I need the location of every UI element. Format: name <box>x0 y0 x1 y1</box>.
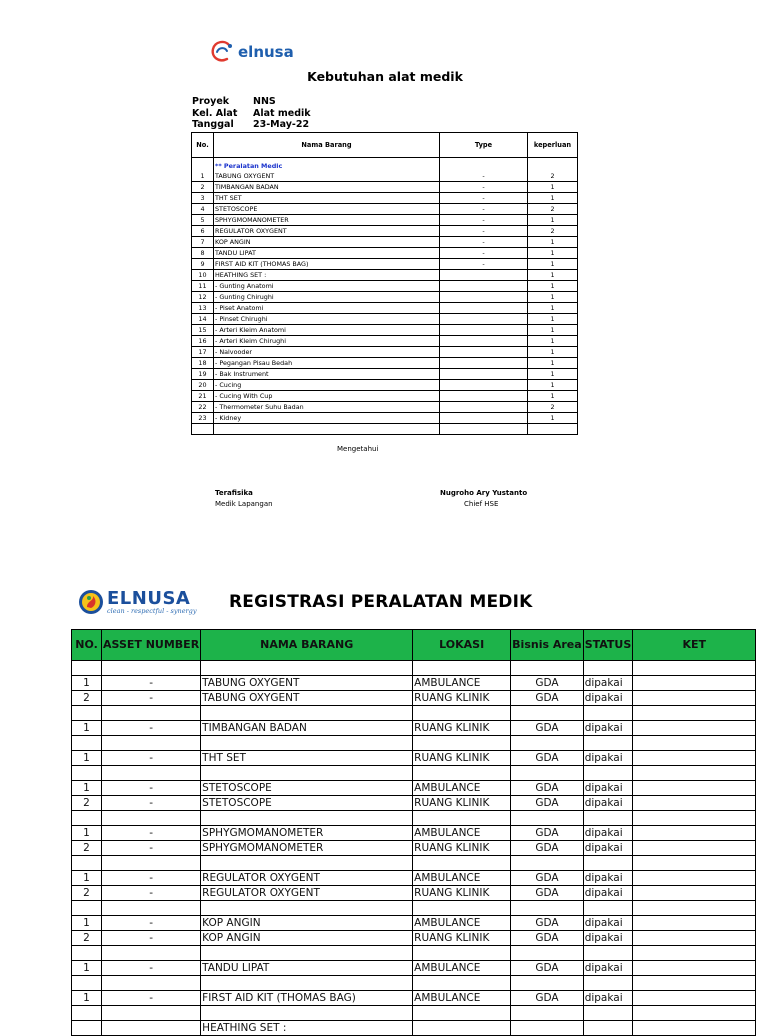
item-type <box>440 325 528 336</box>
item-type: - <box>440 259 528 270</box>
table-row <box>192 402 578 413</box>
document-meta <box>192 96 311 131</box>
table-row <box>192 292 578 303</box>
header-type: Type <box>440 133 528 158</box>
section-row <box>192 162 578 171</box>
meta-key: Proyek <box>192 96 230 107</box>
item-no: 17 <box>192 347 214 358</box>
item-no: 1 <box>72 781 102 796</box>
header-bisnis-area: Bisnis Area <box>511 630 584 661</box>
item-location: RUANG KLINIK <box>413 721 511 736</box>
table-header-row <box>72 630 756 661</box>
asset-number: - <box>102 841 201 856</box>
asset-number: - <box>102 781 201 796</box>
table-row <box>192 237 578 248</box>
header-no: No. <box>192 133 214 158</box>
table-row <box>192 314 578 325</box>
item-no: 2 <box>72 796 102 811</box>
item-status <box>583 1021 633 1036</box>
item-quantity: 1 <box>528 259 578 270</box>
section-label: ** Peralatan Medic <box>214 162 440 171</box>
item-ket <box>633 871 756 886</box>
item-no: 1 <box>72 721 102 736</box>
item-name: - Arteri Kleim Anatomi <box>214 325 440 336</box>
item-no: 1 <box>72 991 102 1006</box>
item-name: - Bak Instrument <box>214 369 440 380</box>
item-no: 21 <box>192 391 214 402</box>
item-name: KOP ANGIN <box>214 237 440 248</box>
spacer-row <box>72 706 756 721</box>
asset-number: - <box>102 961 201 976</box>
table-row <box>192 325 578 336</box>
item-name: KOP ANGIN <box>201 916 413 931</box>
table-row <box>192 380 578 391</box>
signatory-name: Terafisika <box>215 489 253 497</box>
business-area: GDA <box>511 691 584 706</box>
table-row <box>192 369 578 380</box>
table-row <box>72 676 756 691</box>
item-quantity: 1 <box>528 292 578 303</box>
item-type: - <box>440 182 528 193</box>
item-no: 20 <box>192 380 214 391</box>
business-area: GDA <box>511 871 584 886</box>
item-location: RUANG KLINIK <box>413 886 511 901</box>
item-name: REGULATOR OXYGENT <box>214 226 440 237</box>
item-type <box>440 314 528 325</box>
item-type <box>440 358 528 369</box>
header-asset-number: ASSET NUMBER <box>102 630 201 661</box>
item-no: 9 <box>192 259 214 270</box>
spacer-row <box>72 856 756 871</box>
item-ket <box>633 961 756 976</box>
asset-number: - <box>102 751 201 766</box>
item-name: STETOSCOPE <box>214 204 440 215</box>
item-quantity: 2 <box>528 226 578 237</box>
business-area: GDA <box>511 961 584 976</box>
table-row <box>192 358 578 369</box>
item-quantity: 1 <box>528 413 578 424</box>
table-row <box>192 226 578 237</box>
item-ket <box>633 916 756 931</box>
item-status: dipakai <box>583 961 633 976</box>
item-status: dipakai <box>583 916 633 931</box>
item-status: dipakai <box>583 676 633 691</box>
item-location: RUANG KLINIK <box>413 841 511 856</box>
business-area: GDA <box>511 841 584 856</box>
item-no: 2 <box>192 182 214 193</box>
item-quantity: 1 <box>528 391 578 402</box>
item-no: 1 <box>72 871 102 886</box>
item-status: dipakai <box>583 826 633 841</box>
item-quantity: 1 <box>528 281 578 292</box>
registration-table <box>71 629 756 1036</box>
header-ket: KET <box>633 630 756 661</box>
business-area: GDA <box>511 826 584 841</box>
item-name: TABUNG OXYGENT <box>201 676 413 691</box>
asset-number <box>102 1021 201 1036</box>
item-type <box>440 292 528 303</box>
item-no: 4 <box>192 204 214 215</box>
item-no: 15 <box>192 325 214 336</box>
item-name: TIMBANGAN BADAN <box>214 182 440 193</box>
item-no: 18 <box>192 358 214 369</box>
table-row <box>192 259 578 270</box>
item-type <box>440 391 528 402</box>
item-name: TANDU LIPAT <box>214 248 440 259</box>
business-area: GDA <box>511 721 584 736</box>
item-no: 11 <box>192 281 214 292</box>
table-row <box>192 248 578 259</box>
asset-number: - <box>102 721 201 736</box>
item-type <box>440 380 528 391</box>
table-row <box>72 826 756 841</box>
item-quantity: 1 <box>528 369 578 380</box>
logo-text: elnusa <box>238 43 294 61</box>
item-quantity: 1 <box>528 347 578 358</box>
item-type <box>440 303 528 314</box>
item-type: - <box>440 248 528 259</box>
meta-row <box>192 96 311 108</box>
table-row <box>72 796 756 811</box>
header-no: NO. <box>72 630 102 661</box>
elnusa-swoosh-icon <box>209 39 237 65</box>
table-row <box>192 281 578 292</box>
item-name: KOP ANGIN <box>201 931 413 946</box>
table-row <box>72 781 756 796</box>
item-quantity: 2 <box>528 402 578 413</box>
spacer-row <box>72 661 756 676</box>
table-row <box>192 171 578 182</box>
item-name: TIMBANGAN BADAN <box>201 721 413 736</box>
item-name: STETOSCOPE <box>201 781 413 796</box>
item-ket <box>633 781 756 796</box>
item-location: AMBULANCE <box>413 781 511 796</box>
header-status: STATUS <box>583 630 633 661</box>
logo-tagline: clean - respectful - synergy <box>107 606 197 615</box>
asset-number: - <box>102 826 201 841</box>
item-ket <box>633 841 756 856</box>
item-type: - <box>440 226 528 237</box>
table-row <box>72 991 756 1006</box>
item-ket <box>633 931 756 946</box>
table-row <box>72 691 756 706</box>
signatory-name: Nugroho Ary Yustanto <box>440 489 528 497</box>
item-name: - Nalvooder <box>214 347 440 358</box>
elnusa-logo <box>209 38 294 66</box>
item-name: SPHYGMOMANOMETER <box>201 841 413 856</box>
item-no: 8 <box>192 248 214 259</box>
item-no: 16 <box>192 336 214 347</box>
item-name: - Cucing With Cup <box>214 391 440 402</box>
item-no: 1 <box>72 961 102 976</box>
spacer-row <box>72 901 756 916</box>
meta-key: Kel. Alat <box>192 107 238 119</box>
item-ket <box>633 826 756 841</box>
item-quantity: 1 <box>528 358 578 369</box>
table-row <box>72 1021 756 1036</box>
item-type: - <box>440 215 528 226</box>
meta-value: 23-May-22 <box>253 119 310 130</box>
item-name: TANDU LIPAT <box>201 961 413 976</box>
business-area: GDA <box>511 781 584 796</box>
item-location: RUANG KLINIK <box>413 691 511 706</box>
item-name: HEATHING SET : <box>201 1021 413 1036</box>
item-location <box>413 1021 511 1036</box>
document-title: Kebutuhan alat medik <box>307 69 463 84</box>
signature-block <box>215 488 273 510</box>
asset-number: - <box>102 886 201 901</box>
asset-number: - <box>102 691 201 706</box>
table-row <box>192 204 578 215</box>
item-name: TABUNG OXYGENT <box>214 171 440 182</box>
item-name: SPHYGMOMANOMETER <box>201 826 413 841</box>
business-area: GDA <box>511 931 584 946</box>
table-row <box>192 215 578 226</box>
item-ket <box>633 886 756 901</box>
signature-block <box>440 488 527 510</box>
item-no: 2 <box>72 886 102 901</box>
item-no: 14 <box>192 314 214 325</box>
spacer-row <box>72 736 756 751</box>
item-quantity: 1 <box>528 380 578 391</box>
signatory-role: Medik Lapangan <box>215 500 273 508</box>
item-type: - <box>440 171 528 182</box>
item-status: dipakai <box>583 751 633 766</box>
item-name: - Kidney <box>214 413 440 424</box>
table-row <box>72 931 756 946</box>
item-quantity: 1 <box>528 336 578 347</box>
item-ket <box>633 796 756 811</box>
item-quantity: 2 <box>528 171 578 182</box>
item-name: - Arteri Kleim Chirughi <box>214 336 440 347</box>
item-name: - Gunting Anatomi <box>214 281 440 292</box>
table-row <box>72 886 756 901</box>
item-name: - Piset Anatomi <box>214 303 440 314</box>
business-area: GDA <box>511 886 584 901</box>
asset-number: - <box>102 931 201 946</box>
item-ket <box>633 721 756 736</box>
table-row <box>72 961 756 976</box>
item-status: dipakai <box>583 721 633 736</box>
signatory-role: Chief HSE <box>464 500 499 508</box>
item-no: 1 <box>192 171 214 182</box>
item-type <box>440 270 528 281</box>
item-type: - <box>440 237 528 248</box>
item-no: 1 <box>72 676 102 691</box>
item-quantity: 1 <box>528 182 578 193</box>
item-no: 2 <box>72 931 102 946</box>
empty-row <box>192 424 578 435</box>
item-type <box>440 402 528 413</box>
item-ket <box>633 1021 756 1036</box>
item-name: REGULATOR OXYGENT <box>201 871 413 886</box>
table-row <box>192 347 578 358</box>
item-quantity: 2 <box>528 204 578 215</box>
item-no: 2 <box>72 691 102 706</box>
item-quantity: 1 <box>528 314 578 325</box>
item-location: AMBULANCE <box>413 916 511 931</box>
item-no: 6 <box>192 226 214 237</box>
item-name: THT SET <box>214 193 440 204</box>
item-name: HEATHING SET : <box>214 270 440 281</box>
item-location: RUANG KLINIK <box>413 796 511 811</box>
item-no: 7 <box>192 237 214 248</box>
item-no: 12 <box>192 292 214 303</box>
item-location: AMBULANCE <box>413 676 511 691</box>
meta-row <box>192 119 311 131</box>
item-location: AMBULANCE <box>413 991 511 1006</box>
table-row <box>72 916 756 931</box>
item-type <box>440 336 528 347</box>
item-status: dipakai <box>583 841 633 856</box>
item-ket <box>633 676 756 691</box>
table-row <box>72 841 756 856</box>
item-quantity: 1 <box>528 303 578 314</box>
business-area: GDA <box>511 991 584 1006</box>
item-no <box>72 1021 102 1036</box>
table-row <box>192 336 578 347</box>
spacer-row <box>72 946 756 961</box>
item-no: 1 <box>72 916 102 931</box>
table-header-row <box>192 133 578 158</box>
item-name: FIRST AID KIT (THOMAS BAG) <box>201 991 413 1006</box>
item-type <box>440 369 528 380</box>
item-name: - Cucing <box>214 380 440 391</box>
item-no: 5 <box>192 215 214 226</box>
meta-row <box>192 108 311 120</box>
item-name: - Gunting Chirughi <box>214 292 440 303</box>
item-quantity: 1 <box>528 237 578 248</box>
item-location: AMBULANCE <box>413 961 511 976</box>
item-no: 1 <box>72 826 102 841</box>
table-row <box>72 721 756 736</box>
item-name: THT SET <box>201 751 413 766</box>
item-status: dipakai <box>583 781 633 796</box>
business-area <box>511 1021 584 1036</box>
item-name: - Pegangan Pisau Bedah <box>214 358 440 369</box>
item-name: STETOSCOPE <box>201 796 413 811</box>
business-area: GDA <box>511 751 584 766</box>
item-status: dipakai <box>583 871 633 886</box>
asset-number: - <box>102 991 201 1006</box>
item-ket <box>633 751 756 766</box>
header-keperluan: keperluan <box>528 133 578 158</box>
meta-key: Tanggal <box>192 119 234 130</box>
table-row <box>192 182 578 193</box>
item-ket <box>633 991 756 1006</box>
requirements-table <box>191 132 578 435</box>
item-name: - Thermometer Suhu Badan <box>214 402 440 413</box>
item-status: dipakai <box>583 931 633 946</box>
table-row <box>192 270 578 281</box>
registration-title: REGISTRASI PERALATAN MEDIK <box>229 592 533 612</box>
item-name: - Pinset Chirughi <box>214 314 440 325</box>
item-no: 13 <box>192 303 214 314</box>
item-location: RUANG KLINIK <box>413 751 511 766</box>
header-lokasi: LOKASI <box>413 630 511 661</box>
asset-number: - <box>102 871 201 886</box>
item-status: dipakai <box>583 886 633 901</box>
spacer-row <box>72 1006 756 1021</box>
table-row <box>192 193 578 204</box>
table-row <box>72 871 756 886</box>
table-row <box>192 303 578 314</box>
item-no: 23 <box>192 413 214 424</box>
item-location: AMBULANCE <box>413 826 511 841</box>
item-no: 3 <box>192 193 214 204</box>
item-status: dipakai <box>583 991 633 1006</box>
item-location: AMBULANCE <box>413 871 511 886</box>
business-area: GDA <box>511 676 584 691</box>
item-no: 2 <box>72 841 102 856</box>
item-name: FIRST AID KIT (THOMAS BAG) <box>214 259 440 270</box>
elnusa-brand-logo <box>78 589 197 615</box>
asset-number: - <box>102 676 201 691</box>
item-quantity: 1 <box>528 248 578 259</box>
item-quantity: 1 <box>528 270 578 281</box>
asset-number: - <box>102 796 201 811</box>
item-ket <box>633 691 756 706</box>
item-no: 10 <box>192 270 214 281</box>
item-type <box>440 281 528 292</box>
item-quantity: 1 <box>528 325 578 336</box>
spacer-row <box>72 766 756 781</box>
item-status: dipakai <box>583 796 633 811</box>
item-no: 22 <box>192 402 214 413</box>
header-nama-barang: Nama Barang <box>214 133 440 158</box>
item-location: RUANG KLINIK <box>413 931 511 946</box>
item-name: REGULATOR OXYGENT <box>201 886 413 901</box>
table-row <box>192 413 578 424</box>
elnusa-emblem-icon <box>78 589 104 615</box>
item-no: 1 <box>72 751 102 766</box>
item-type <box>440 347 528 358</box>
item-name: TABUNG OXYGENT <box>201 691 413 706</box>
asset-number: - <box>102 916 201 931</box>
table-row <box>192 391 578 402</box>
item-status: dipakai <box>583 691 633 706</box>
logo-name: ELNUSA <box>107 587 191 609</box>
item-no: 19 <box>192 369 214 380</box>
business-area: GDA <box>511 916 584 931</box>
item-name: SPHYGMOMANOMETER <box>214 215 440 226</box>
item-quantity: 1 <box>528 215 578 226</box>
meta-value: Alat medik <box>253 107 311 119</box>
item-type <box>440 413 528 424</box>
meta-value: NNS <box>253 96 276 107</box>
table-row <box>72 751 756 766</box>
business-area: GDA <box>511 796 584 811</box>
item-type: - <box>440 193 528 204</box>
acknowledged-label: Mengetahui <box>337 445 379 453</box>
spacer-row <box>72 976 756 991</box>
spacer-row <box>72 811 756 826</box>
item-quantity: 1 <box>528 193 578 204</box>
item-type: - <box>440 204 528 215</box>
header-nama-barang: NAMA BARANG <box>201 630 413 661</box>
